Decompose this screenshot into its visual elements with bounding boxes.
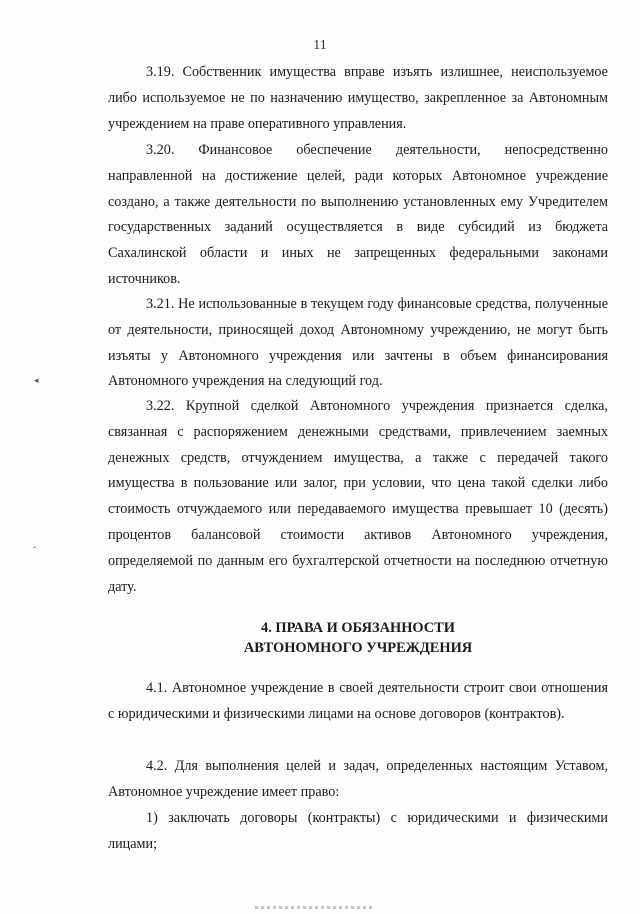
paragraph-4-2: 4.2. Для выполнения целей и задач, определенных настоящим Уставом, Автономное учреждение имеет право: [108,758,608,800]
scan-mark: ◂ [34,375,39,385]
scan-mark: ˇ [33,545,36,555]
paragraph-4-1: 4.1. Автономное учреждение в своей деятельности строит свои отношения с юридическими и физическими лицами на основе договоров (контрактов). [108,680,608,722]
paragraph-3-19: 3.19. Собственник имущества вправе изъять излишнее, неиспользуемое либо используемое не по назначению имущество, закрепленное за Автономным учреждением на праве оперативного управления. [108,64,608,132]
paragraph-4-2-item-1: 1) заключать договоры (контракты) с юридическими и физическими лицами; [108,810,608,852]
paragraph-3-21: 3.21. Не использованные в текущем году финансовые средства, полученные от деятельности, приносящей доход Автономному учреждению, не могут быть изъяты у Автономного учреждения или зачтены в объем финансирования Автономного учреждения на следующий год. [108,296,608,390]
page-number: 11 [313,38,327,53]
section-4-heading [108,618,608,658]
paragraph-3-20: 3.20. Финансовое обеспечение деятельности, непосредственно направленной на достижение целей, ради которых Автономное учреждение создано, а также деятельности по выполнению установленных ему Учредителем государственных заданий осуществляется в виде субсидий из бюджета Сахалинской области и иных не запрещенных федеральными законами источников. [108,142,608,287]
paragraph-3-22: 3.22. Крупной сделкой Автономного учреждения признается сделка, связанная с распоряжением денежными средствами, привлечением заемных денежных средств, отчуждением имущества, а также с передачей такого имущества в пользование или залог, при условии, что цена такой сделки либо стоимость отчуждаемого или передаваемого имущества превышает 10 (десять) процентов балансовой стоимости активов Автономного учреждения, определяемой по данным его бухгалтерской отчетности на последнюю отчетную дату. [108,398,608,595]
section-4-heading-line-2: АВТОНОМНОГО УЧРЕЖДЕНИЯ [243,640,473,656]
scan-edge-artifact [255,906,375,909]
section-4-heading-line-1: 4. ПРАВА И ОБЯЗАННОСТИ [261,620,455,636]
